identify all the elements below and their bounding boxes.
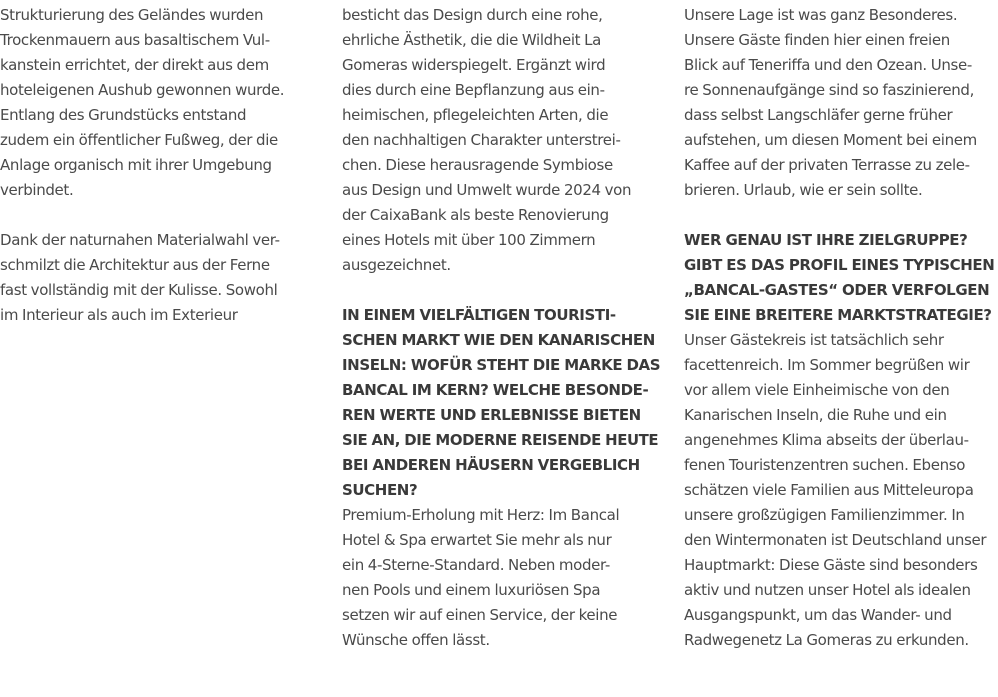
text-line: verbindet. xyxy=(0,181,74,199)
text-line: Kaffee auf der privaten Terrasse zu zele- xyxy=(684,156,970,174)
text-line: Anlage organisch mit ihrer Umgebung xyxy=(0,156,272,174)
article-columns xyxy=(0,3,998,693)
text-line: angenehmes Klima abseits der überlau- xyxy=(684,431,969,449)
interview-question-1 xyxy=(342,303,660,503)
text-line: aufstehen, um diesen Moment bei einem xyxy=(684,131,977,149)
text-line: Entlang des Grundstücks entstand xyxy=(0,106,247,124)
heading-line: IN EINEM VIELFÄLTIGEN TOURISTI- xyxy=(342,306,616,324)
text-line: zudem ein öffentlicher Fußweg, der die xyxy=(0,131,278,149)
text-line: fenen Touristenzentren suchen. Ebenso xyxy=(684,456,966,474)
text-line: Strukturierung des Geländes wurden xyxy=(0,6,264,24)
text-line: hoteleigenen Aushub gewonnen wurde. xyxy=(0,81,285,99)
text-line: Ausgangspunkt, um das Wander- und xyxy=(684,606,952,624)
paragraph-gap xyxy=(684,203,998,228)
heading-line: SIE AN, DIE MODERNE REISENDE HEUTE xyxy=(342,431,659,449)
column-1 xyxy=(0,3,318,328)
text-line: Premium-Erholung mit Herz: Im Bancal xyxy=(342,506,620,524)
text-line: im Interieur als auch im Exterieur xyxy=(0,306,238,324)
text-line: brieren. Urlaub, wie er sein sollte. xyxy=(684,181,923,199)
column-2 xyxy=(342,3,660,653)
column-2-paragraph-1 xyxy=(342,3,660,278)
interview-answer-1 xyxy=(342,503,660,653)
heading-line: INSELN: WOFÜR STEHT DIE MARKE DAS xyxy=(342,356,661,374)
interview-answer-2 xyxy=(684,328,998,653)
text-line: Gomeras widerspiegelt. Ergänzt wird xyxy=(342,56,606,74)
text-line: Radwegenetz La Gomeras zu erkunden. xyxy=(684,631,969,649)
text-line: ehrliche Ästhetik, die die Wildheit La xyxy=(342,31,601,49)
text-line: heimischen, pflegeleichten Arten, die xyxy=(342,106,609,124)
text-line: facettenreich. Im Sommer begrüßen wir xyxy=(684,356,970,374)
text-line: nen Pools und einem luxuriösen Spa xyxy=(342,581,601,599)
text-line: den nachhaltigen Charakter unterstrei- xyxy=(342,131,621,149)
text-line: Blick auf Teneriffa und den Ozean. Unse- xyxy=(684,56,972,74)
text-line: schätzen viele Familien aus Mitteleuropa xyxy=(684,481,974,499)
heading-line: REN WERTE UND ERLEBNISSE BIETEN xyxy=(342,406,641,424)
text-line: setzen wir auf einen Service, der keine xyxy=(342,606,618,624)
paragraph-gap xyxy=(0,203,318,228)
text-line: den Wintermonaten ist Deutschland unser xyxy=(684,531,987,549)
text-line: Unsere Gäste finden hier einen freien xyxy=(684,31,950,49)
text-line: Dank der naturnahen Materialwahl ver- xyxy=(0,231,280,249)
column-3 xyxy=(684,3,998,653)
text-line: aktiv und nutzen unser Hotel als idealen xyxy=(684,581,971,599)
text-line: dies durch eine Bepflanzung aus ein- xyxy=(342,81,605,99)
column-1-paragraph-1 xyxy=(0,3,318,203)
heading-line: BANCAL IM KERN? WELCHE BESONDE- xyxy=(342,381,649,399)
text-line: chen. Diese herausragende Symbiose xyxy=(342,156,613,174)
heading-line: „BANCAL-GASTES“ ODER VERFOLGEN xyxy=(684,281,990,299)
text-line: Kanarischen Inseln, die Ruhe und ein xyxy=(684,406,947,424)
interview-question-2 xyxy=(684,228,998,328)
text-line: eines Hotels mit über 100 Zimmern xyxy=(342,231,596,249)
text-line: dass selbst Langschläfer gerne früher xyxy=(684,106,953,124)
text-line: schmilzt die Architektur aus der Ferne xyxy=(0,256,270,274)
heading-line: BEI ANDEREN HÄUSERN VERGEBLICH xyxy=(342,456,640,474)
text-line: unsere großzügigen Familienzimmer. In xyxy=(684,506,965,524)
text-line: Hauptmarkt: Diese Gäste sind besonders xyxy=(684,556,978,574)
heading-line: WER GENAU IST IHRE ZIELGRUPPE? xyxy=(684,231,968,249)
heading-line: SCHEN MARKT WIE DEN KANARISCHEN xyxy=(342,331,655,349)
paragraph-gap xyxy=(342,278,660,303)
heading-line: SUCHEN? xyxy=(342,481,418,499)
text-line: aus Design und Umwelt wurde 2024 von xyxy=(342,181,632,199)
column-3-paragraph-1 xyxy=(684,3,998,203)
text-line: Hotel & Spa erwartet Sie mehr als nur xyxy=(342,531,612,549)
text-line: Trockenmauern aus basaltischem Vul- xyxy=(0,31,270,49)
text-line: fast vollständig mit der Kulisse. Sowohl xyxy=(0,281,278,299)
text-line: ein 4-Sterne-Standard. Neben moder- xyxy=(342,556,610,574)
text-line: re Sonnenaufgänge sind so faszinierend, xyxy=(684,81,974,99)
text-line: der CaixaBank als beste Renovierung xyxy=(342,206,609,224)
text-line: Wünsche offen lässt. xyxy=(342,631,490,649)
text-line: ausgezeichnet. xyxy=(342,256,451,274)
heading-line: SIE EINE BREITERE MARKTSTRATEGIE? xyxy=(684,306,992,324)
heading-line: GIBT ES DAS PROFIL EINES TYPISCHEN xyxy=(684,256,995,274)
text-line: Unser Gästekreis ist tatsächlich sehr xyxy=(684,331,944,349)
column-1-paragraph-2 xyxy=(0,228,318,328)
text-line: vor allem viele Einheimische von den xyxy=(684,381,950,399)
text-line: besticht das Design durch eine rohe, xyxy=(342,6,603,24)
text-line: Unsere Lage ist was ganz Besonderes. xyxy=(684,6,958,24)
text-line: kanstein errichtet, der direkt aus dem xyxy=(0,56,269,74)
